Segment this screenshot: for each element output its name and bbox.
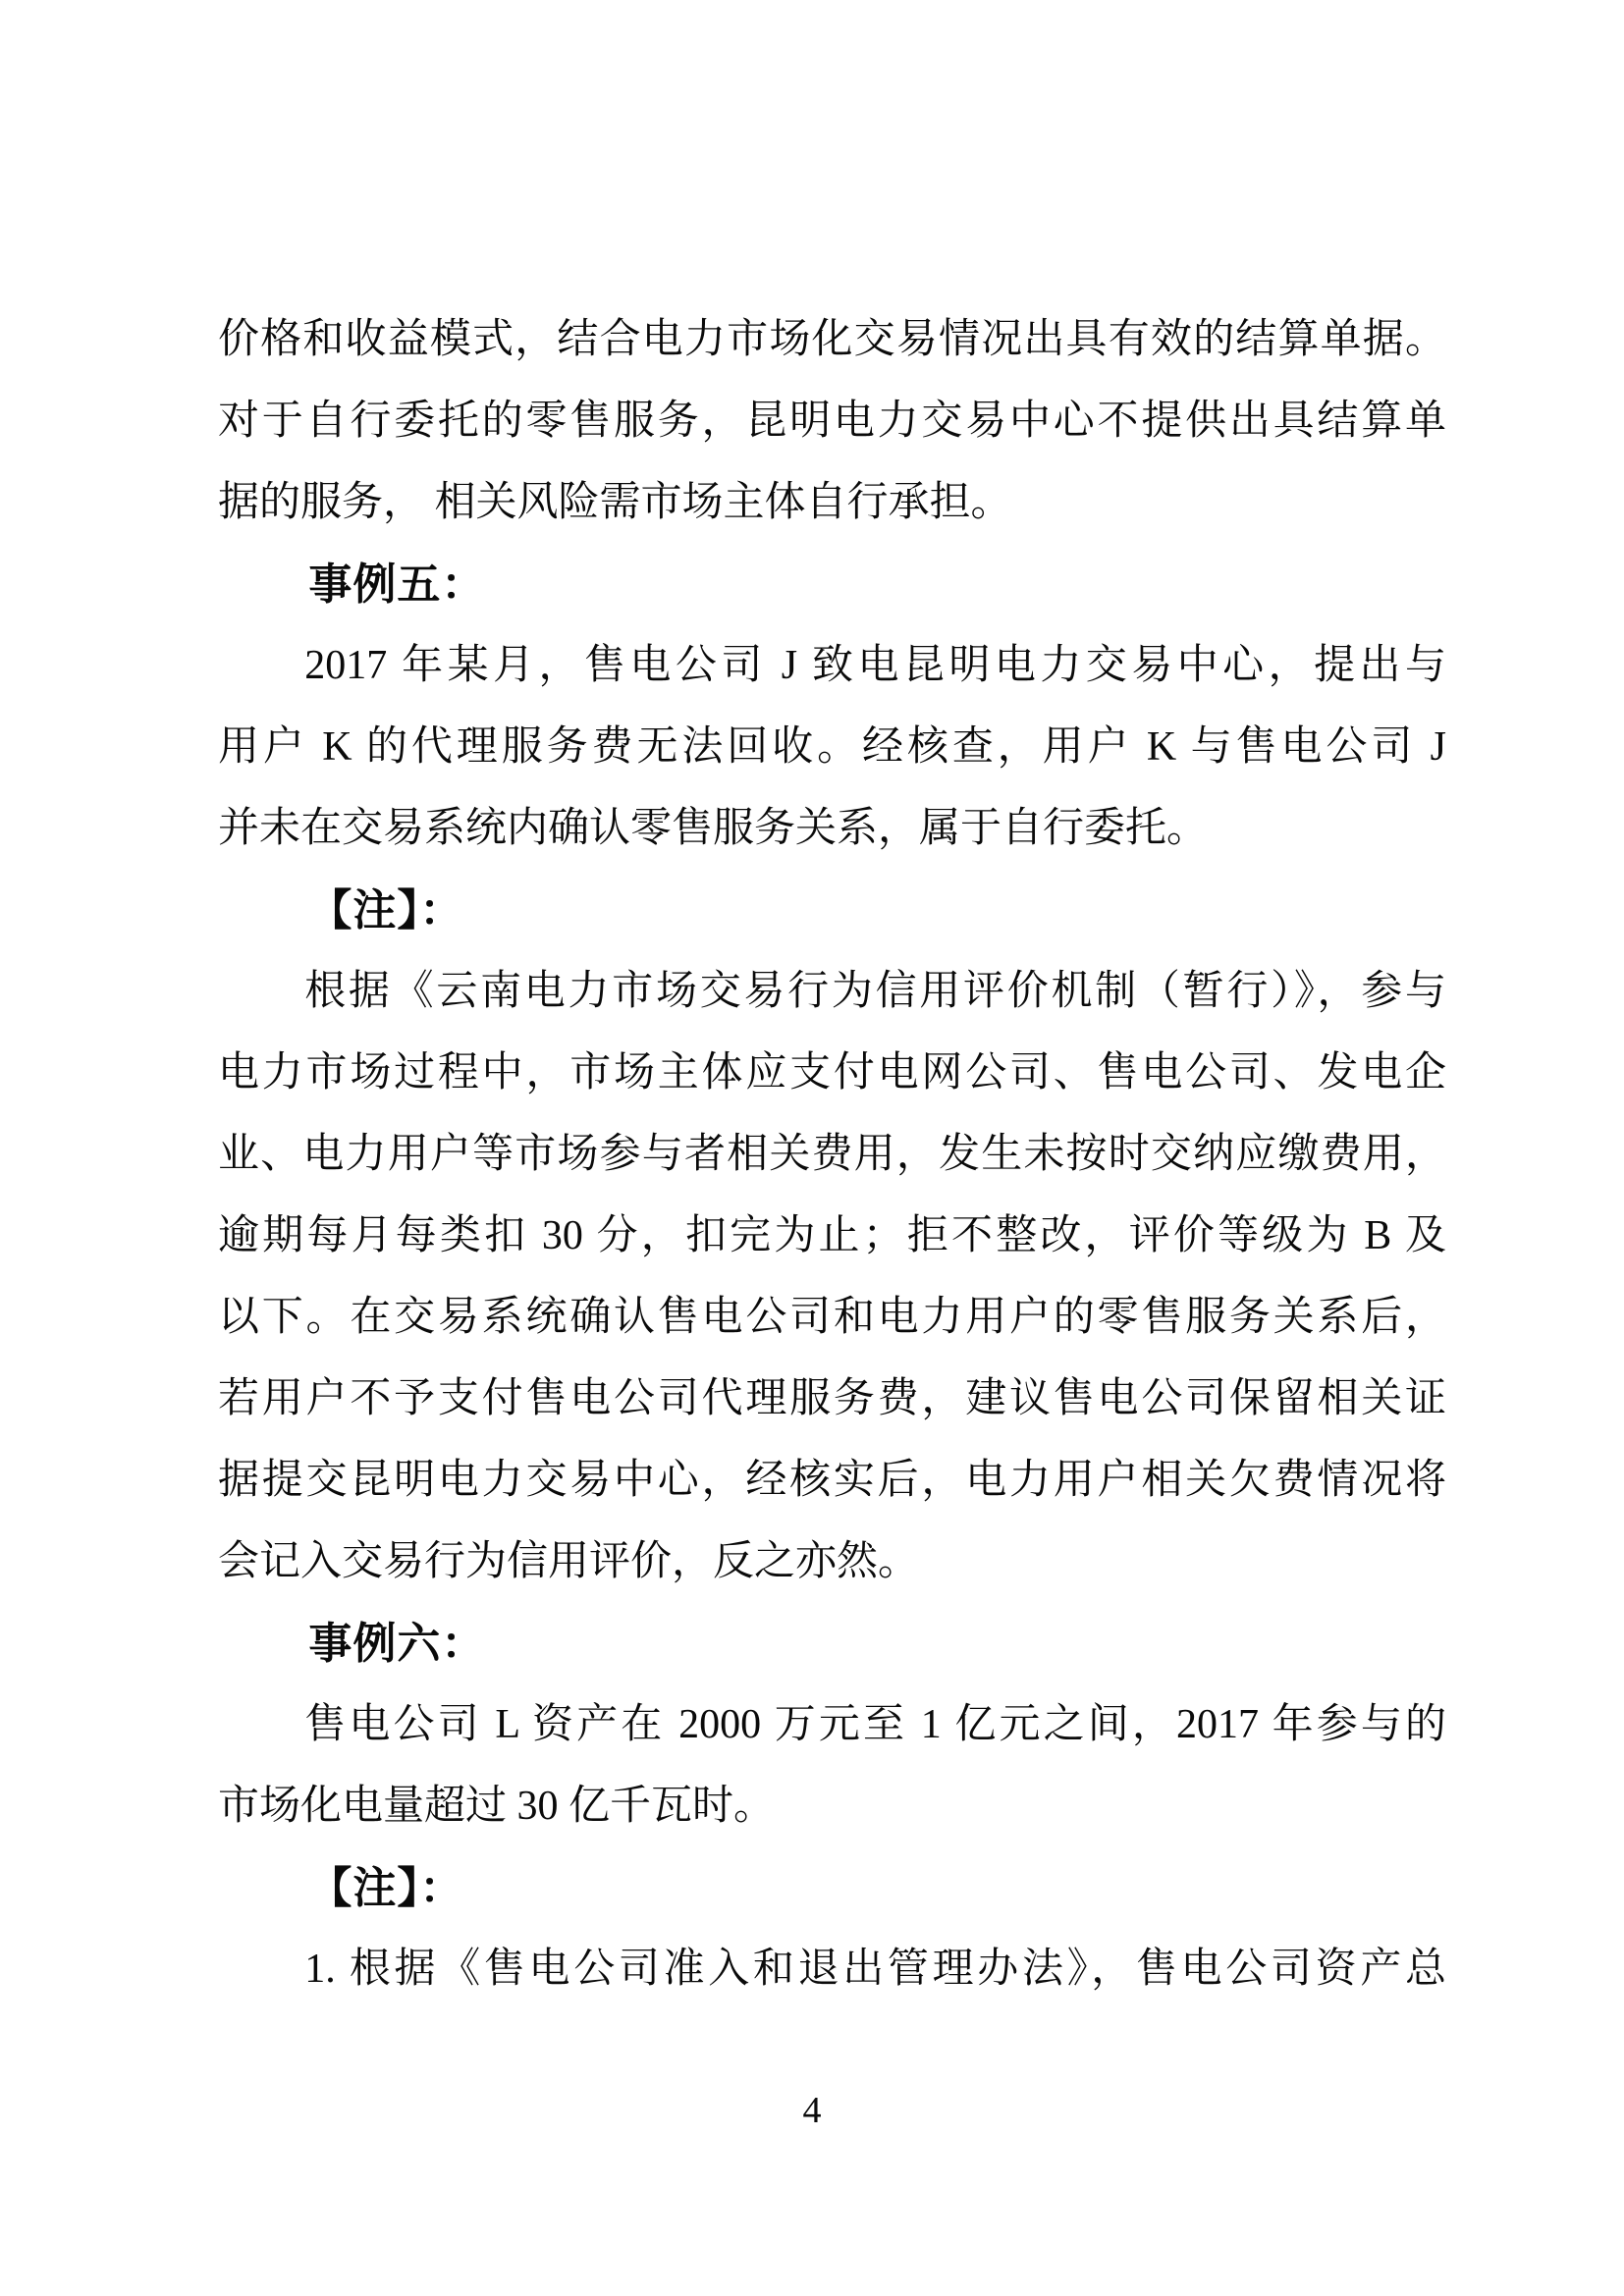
text-line: 2017 年某月，售电公司 J 致电昆明电力交易中心，提出与 [304,643,1446,688]
text-line: 会记入交易行为信用评价，反之亦然。 [218,1539,920,1584]
text-line: 若用户不予支付售电公司代理服务费，建议售电公司保留相关证 [218,1376,1446,1421]
text-line: 1. 根据《售电公司准入和退出管理办法》，售电公司资产总 [304,1947,1446,1992]
text-line: 据的服务， 相关风险需市场主体自行承担。 [218,480,1012,525]
text-line: 对于自行委托的零售服务，昆明电力交易中心不提供出具结算单 [218,399,1446,444]
section-heading: 【注】： [308,886,464,934]
text-line: 售电公司 L 资产在 2000 万元至 1 亿元之间，2017 年参与的 [304,1702,1446,1747]
text-line: 根据《云南电力市场交易行为信用评价机制（暂行）》，参与 [304,969,1446,1014]
text-line: 市场化电量超过 30 亿千瓦时。 [218,1784,776,1829]
section-heading: 事例六： [308,1620,486,1668]
text-line: 价格和收益模式，结合电力市场化交易情况出具有效的结算单据。 [218,317,1446,362]
text-line: 以下。在交易系统确认售电公司和电力用户的零售服务关系后， [218,1295,1446,1340]
text-line: 据提交昆明电力交易中心，经核实后，电力用户相关欠费情况将 [218,1458,1446,1503]
text-line: 并未在交易系统内确认零售服务关系，属于自行委托。 [218,806,1209,851]
section-heading: 【注】： [308,1864,464,1912]
text-line: 逾期每月每类扣 30 分，扣完为止；拒不整改，评价等级为 B 及 [218,1213,1446,1258]
document-body [218,299,1446,2010]
text-line: 业、电力用户等市场参与者相关费用，发生未按时交纳应缴费用， [218,1132,1446,1177]
text-line: 电力市场过程中，市场主体应支付电网公司、售电公司、发电企 [218,1050,1446,1095]
text-line: 用户 K 的代理服务费无法回收。经核查，用户 K 与售电公司 J [218,724,1446,770]
section-heading: 事例五： [308,561,486,609]
page-number: 4 [802,2090,822,2131]
